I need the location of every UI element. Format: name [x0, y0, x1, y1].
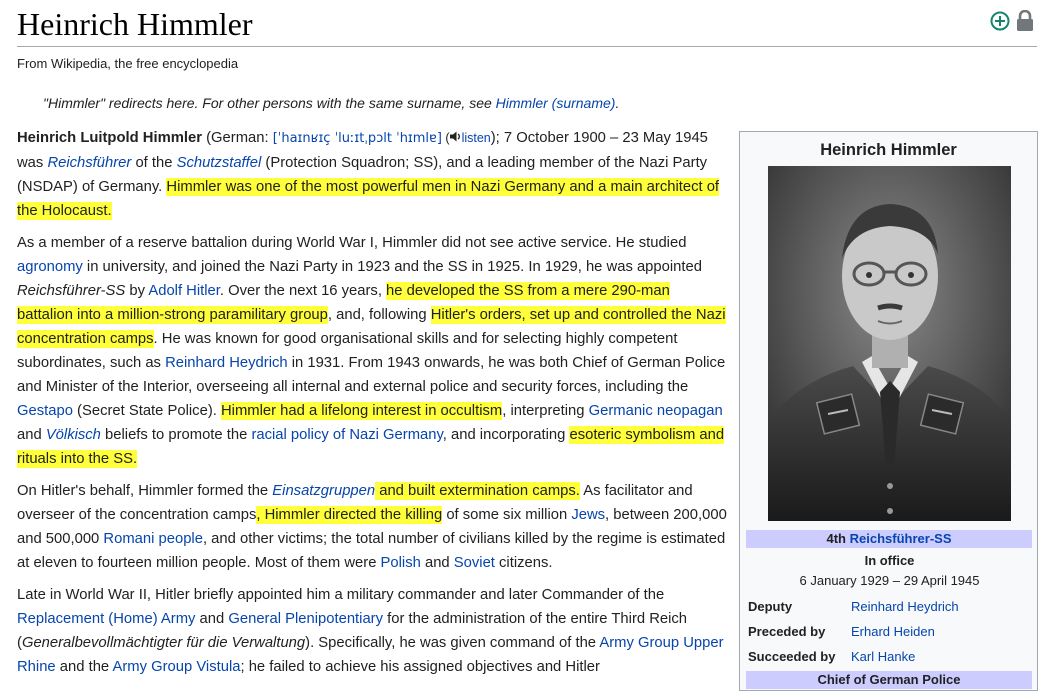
link-soviet[interactable]: Soviet [453, 555, 495, 571]
title-divider [17, 46, 1037, 47]
text-of-the: of the [131, 155, 177, 171]
link-preceded-by[interactable]: Erhard Heiden [851, 624, 935, 639]
link-succeeded-by[interactable]: Karl Hanke [851, 649, 916, 664]
p2-text-2: in university, and joined the Nazi Party in 1923 and the SS in 1925. In 1929, he was appointed [82, 259, 702, 275]
article-body [17, 126, 729, 687]
link-adolf-hitler[interactable]: Adolf Hitler [148, 283, 220, 299]
ipa-pronunciation[interactable]: [ˈhaɪnʁɪç ˈluːɪtˌpɔlt ˈhɪmlɐ] [272, 131, 442, 146]
p2-text-12: , and incorporating [442, 427, 570, 443]
text-was: was [17, 155, 48, 171]
speaker-icon[interactable] [450, 130, 462, 146]
p2-text-6: . He was known for good organisational skills and for selecting highly competent subordinates, such as [17, 331, 678, 371]
paragraph-intro [17, 126, 729, 223]
next-office-header: Chief of German Police [746, 671, 1032, 689]
intro-german-close: ); [490, 130, 504, 146]
tagline: From Wikipedia, the free encyclopedia [17, 56, 239, 71]
term-dates: 6 January 1929 – 29 April 1945 [799, 573, 980, 588]
p4-text-1: Late in World War II, Hitler briefly appointed him a military commander and later Commander of the [17, 587, 665, 603]
hatnote [43, 95, 619, 111]
link-himmler-surname[interactable]: Himmler (surname) [495, 95, 616, 111]
link-germanic-neopagan[interactable]: Germanic neopagan [588, 403, 723, 419]
plus-circle-icon[interactable] [990, 11, 1010, 36]
p4-text-5: and the [55, 659, 113, 675]
link-schutzstaffel[interactable] [177, 155, 262, 171]
highlight-most-powerful: Himmler was one of the most powerful men in Nazi Germany and a main architect of the Holocaust. [17, 179, 720, 219]
highlight-occultism: Himmler had a lifelong interest in occultism [220, 403, 503, 419]
hatnote-text: "Himmler" redirects here. For other persons with the same surname, see [43, 95, 496, 111]
link-deputy[interactable]: Reinhard Heydrich [851, 599, 959, 614]
link-replacement-army[interactable]: Replacement (Home) Army [17, 611, 196, 627]
link-army-group-vistula[interactable]: Army Group Vistula [112, 659, 241, 675]
link-polish[interactable]: Polish [380, 555, 421, 571]
p2-text-1: As a member of a reserve battalion during World War I, Himmler did not see active service. He studied [17, 235, 687, 251]
link-jews[interactable]: Jews [571, 507, 606, 523]
office-ordinal: 4th [826, 531, 850, 546]
p2-text-4: . Over the next 16 years, [219, 283, 387, 299]
subject-name: Heinrich Luitpold Himmler [17, 130, 202, 146]
highlight-camps: Hitler's orders, set up and controlled the Nazi concentration camps [17, 307, 726, 347]
listen-open: ( [441, 131, 450, 145]
paragraph-holocaust [17, 479, 729, 575]
p3-text-1: On Hitler's behalf, Himmler formed the [17, 483, 273, 499]
link-racial-policy[interactable]: racial policy of Nazi Germany [251, 427, 443, 443]
in-office-label: In office [864, 553, 915, 568]
infobox-title: Heinrich Himmler [820, 141, 957, 159]
highlight-ss-growth: he developed the SS from a mere 290-man battalion into a million-strong paramilitary group [17, 283, 670, 323]
p4-text-3: for the administration of the entire Third Reich ( [17, 611, 688, 651]
infobox [739, 131, 1038, 691]
paragraph-late-war [17, 583, 729, 679]
page-title: Heinrich Himmler [17, 6, 253, 42]
link-volkisch[interactable] [46, 427, 101, 443]
p2-text-8: (Secret State Police). [72, 403, 221, 419]
link-agronomy[interactable]: agronomy [17, 259, 83, 275]
office-header [746, 530, 1032, 548]
rfss-term: Reichsführer-SS [17, 283, 126, 299]
p2-text-10: and [17, 427, 46, 443]
page-indicators [990, 10, 1034, 37]
p3-text-2: As facilitator and overseer of the concentration camps [17, 483, 693, 523]
p2-text-3: by [125, 283, 149, 299]
text-protection: (Protection Squadron; SS), and a leading member of the Nazi Party (NSDAP) of Germany. [17, 155, 708, 195]
hatnote-suffix: . [615, 95, 620, 111]
link-office-rfss[interactable]: Reichsführer-SS [849, 531, 952, 546]
p2-text-7: in 1931. From 1943 onwards, he was both Chief of German Police and Minister of the Interior, overseeing all internal and external police and security forces, including the [17, 355, 726, 395]
p3-text-7: citizens. [494, 555, 553, 571]
row-label: Preceded by [748, 624, 826, 639]
p4-text-4: ). Specifically, he was given command of the [305, 635, 600, 651]
link-gestapo[interactable]: Gestapo [17, 403, 73, 419]
p2-text-11: beliefs to promote the [100, 427, 252, 443]
p2-text-5: , and, following [327, 307, 431, 323]
intro-german: (German: [201, 130, 273, 146]
highlight-esoteric: esoteric symbolism and rituals into the SS. [17, 427, 725, 467]
p4-text-6: ; he failed to achieve his assigned objectives and Hitler [240, 659, 600, 675]
p3-text-3: of some six million [442, 507, 572, 523]
highlight-killing: , Himmler directed the killing [256, 507, 443, 523]
link-army-group-upper-rhine[interactable]: Army Group Upper Rhine [17, 635, 724, 675]
row-label: Deputy [748, 599, 793, 614]
volkisch-label: Völkisch [45, 427, 101, 443]
paragraph-career [17, 231, 729, 471]
p2-text-9: , interpreting [502, 403, 589, 419]
p3-text-6: and [420, 555, 454, 571]
p3-text-4: , between 200,000 and 500,000 [17, 507, 727, 547]
row-label: Succeeded by [748, 649, 836, 664]
reichsfuhrer-label: Reichsführer [47, 155, 132, 171]
generalbevollmachtigter-term: Generalbevollmächtigter für die Verwaltung [21, 635, 306, 651]
life-dates: 7 October 1900 – 23 May 1945 [503, 130, 708, 146]
p3-text-5: , and other victims; the total number of civilians killed by the regime is estimated at eleven to fourteen million people. Most of them were [17, 531, 726, 571]
highlight-extermination: and built extermination camps. [375, 483, 580, 499]
link-reinhard-heydrich[interactable]: Reinhard Heydrich [165, 355, 288, 371]
portrait-photo[interactable] [768, 166, 1011, 521]
einsatz-label: Einsatzgruppen [272, 483, 376, 499]
link-romani-people[interactable]: Romani people [103, 531, 203, 547]
schutzstaffel-label: Schutzstaffel [176, 155, 262, 171]
link-listen[interactable]: listen [461, 131, 491, 145]
p4-text-2: and [195, 611, 229, 627]
link-reichsfuhrer[interactable] [47, 155, 131, 171]
link-general-plenipotentiary[interactable]: General Plenipotentiary [228, 611, 383, 627]
lock-icon[interactable] [1016, 10, 1034, 37]
link-einsatzgruppen[interactable] [272, 483, 375, 499]
